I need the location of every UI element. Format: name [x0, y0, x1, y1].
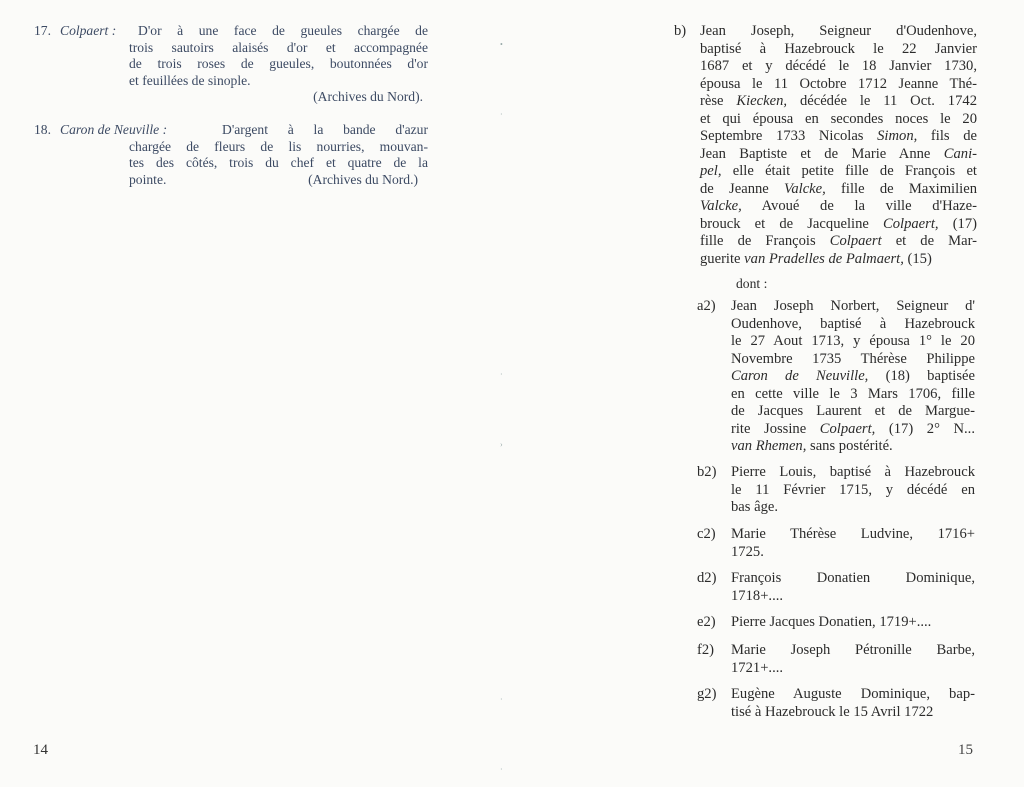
entry-label: c2): [697, 526, 716, 542]
entry-blazon-line: pointe.: [129, 171, 167, 187]
text-line: de Jeanne Valcke, fille de Maximilien: [700, 180, 977, 197]
text-line: pel, elle était petite fille de François et: [700, 163, 977, 179]
text-line: Marie Joseph Pétronille Barbe,: [731, 642, 975, 658]
entry-label: f2): [697, 642, 715, 658]
entry-text: [697, 526, 975, 561]
text-line: rèse Kiecken, décédée le 11 Oct. 1742: [700, 93, 977, 109]
italic-name: Caron de Neuville,: [731, 368, 869, 384]
armorial-entry-17: [34, 23, 428, 106]
entry-text: [697, 570, 975, 605]
entry-family-name: Colpaert :: [60, 23, 117, 38]
text-line: fille de François Colpaert et de Mar-: [700, 233, 977, 249]
entry-blazon-line: et feuillées de sinople.: [129, 72, 251, 88]
italic-name: Colpaert,: [819, 420, 876, 437]
italic-name: Valcke,: [700, 198, 742, 214]
child-entry-c2: [697, 526, 975, 561]
text-line: 1721+....: [731, 659, 784, 676]
text-line: Jean Joseph Norbert, Seigneur d': [731, 298, 975, 314]
entry-blazon-line: trois sautoirs alaisés d'or et accompagnée: [129, 39, 428, 55]
italic-name: van Rhemen,: [731, 438, 807, 454]
genealogy-entry-b: [674, 23, 977, 268]
print-speck: ·: [500, 370, 503, 379]
child-entry-b2: [697, 464, 975, 517]
entry-text: [697, 298, 975, 456]
text-line: baptisé à Hazebrouck le 22 Janvier: [700, 40, 977, 57]
entry-label: a2): [697, 298, 716, 314]
entry-family-name: Caron de Neuville :: [60, 122, 168, 137]
text-line: Jean Baptiste et de Marie Anne Cani-: [700, 145, 977, 162]
text-line: Pierre Louis, baptisé à Hazebrouck: [731, 464, 975, 480]
entry-number: 17.: [34, 23, 51, 38]
text-line: 1725.: [731, 543, 764, 560]
entry-label: e2): [697, 614, 716, 630]
entry-blazon-first-line: D'or à une face de gueules chargée de: [138, 23, 428, 38]
text-line: Oudenhove, baptisé à Hazebrouck: [731, 315, 975, 332]
entry-text: [697, 642, 975, 677]
entry-text: [697, 614, 975, 632]
entry-blazon-last-line: [129, 172, 428, 189]
text-line: en cette ville le 3 Mars 1706, fille: [731, 385, 975, 402]
entry-blazon-line: de trois roses de gueules, boutonnées d'or: [129, 56, 428, 71]
print-speck: •: [500, 40, 503, 49]
text-line: et qui épousa en secondes noces le 20: [700, 110, 977, 127]
text-line: Marie Thérèse Ludvine, 1716+: [731, 526, 975, 542]
text-line: Jean Joseph, Seigneur d'Oudenhove,: [700, 23, 977, 39]
entry-blazon-line: chargée de fleurs de lis nourries, mouvan-: [129, 138, 428, 154]
print-speck: ›: [500, 440, 503, 449]
entry-source: (Archives du Nord).: [313, 89, 423, 104]
descendants-heading: dont :: [736, 276, 768, 291]
text-line: tisé à Hazebrouck le 15 Avril 1722: [731, 703, 934, 720]
italic-name: Colpaert: [829, 233, 882, 249]
entry-heading: [34, 122, 428, 139]
italic-name: Colpaert,: [883, 215, 939, 232]
text-line: guerite van Pradelles de Palmaert, (15): [700, 250, 932, 267]
text-line: Septembre 1733 Nicolas Simon, fils de: [700, 128, 977, 144]
page-number: 14: [33, 742, 48, 758]
italic-name: van Pradelles de Palmaert,: [744, 250, 904, 267]
entry-blazon-first-line: D'argent à la bande d'azur: [222, 122, 428, 137]
entry-text: [674, 23, 977, 268]
entry-label: d2): [697, 570, 717, 586]
entry-heading: [34, 23, 428, 40]
print-speck: ·: [500, 110, 503, 119]
entry-label: b): [674, 23, 687, 39]
child-entry-g2: [697, 686, 975, 721]
text-line: François Donatien Dominique,: [731, 570, 975, 586]
text-line: bas âge.: [731, 499, 779, 515]
child-entry-f2: [697, 642, 975, 677]
print-speck: ·: [500, 765, 503, 774]
child-entry-a2: [697, 298, 975, 456]
text-line: Valcke, Avoué de la ville d'Haze-: [700, 198, 977, 214]
text-line: brouck et de Jacqueline Colpaert, (17): [700, 215, 978, 232]
italic-name: Valcke,: [784, 180, 826, 197]
entry-number: 18.: [34, 122, 51, 137]
page-number: 15: [958, 742, 973, 758]
print-speck: ·: [500, 695, 503, 704]
italic-name: Kiecken,: [736, 93, 788, 109]
text-line: le 11 Février 1715, y décédé en: [731, 481, 975, 498]
entry-text: [697, 464, 975, 517]
text-line: Pierre Jacques Donatien, 1719+....: [731, 614, 932, 630]
text-line: rite Jossine Colpaert, (17) 2° N...: [731, 420, 975, 437]
italic-name: Cani-: [943, 145, 977, 162]
right-page: [512, 0, 1024, 787]
entry-label: g2): [697, 686, 717, 702]
text-line: 1687 et y décédé le 18 Janvier 1730,: [700, 58, 977, 74]
text-line: Novembre 1735 Thérèse Philippe: [731, 350, 975, 367]
armorial-entry-18: [34, 122, 428, 188]
entry-blazon-line: tes des côtés, trois du chef et quatre de la: [129, 155, 428, 170]
entry-label: b2): [697, 464, 717, 480]
text-line: Eugène Auguste Dominique, bap-: [731, 686, 975, 702]
child-entry-d2: [697, 570, 975, 605]
text-line: le 27 Aout 1713, y épousa 1° le 20: [731, 333, 975, 349]
text-line: de Jacques Laurent et de Margue-: [731, 403, 975, 419]
text-line: épousa le 11 Octobre 1712 Jeanne Thé-: [700, 75, 977, 92]
entry-text: [697, 686, 975, 721]
italic-name: pel,: [700, 163, 722, 179]
child-entry-e2: [697, 614, 975, 632]
text-line: van Rhemen, sans postérité.: [731, 438, 893, 454]
entry-source: (Archives du Nord.): [308, 171, 418, 187]
text-line: 1718+....: [731, 587, 784, 604]
italic-name: Simon,: [877, 128, 918, 144]
text-line: Caron de Neuville, (18) baptisée: [731, 368, 975, 384]
